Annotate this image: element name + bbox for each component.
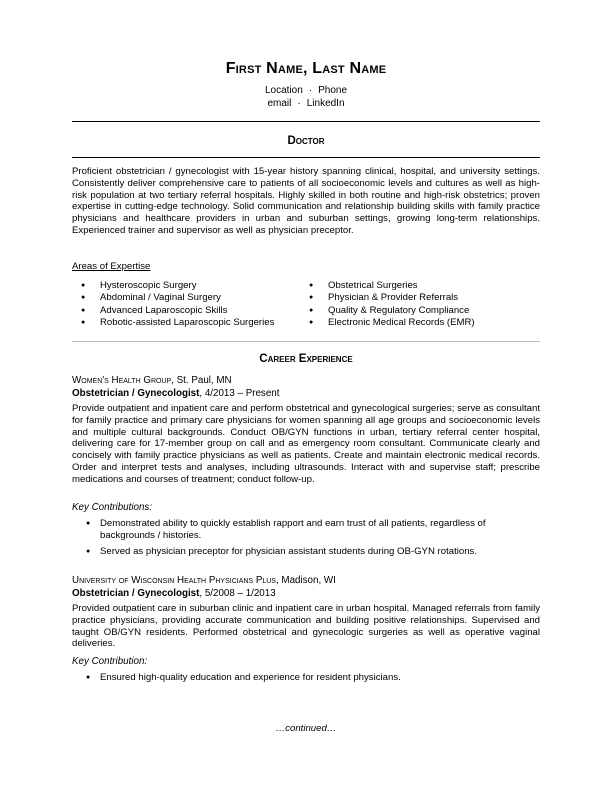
expertise-item: ● Electronic Medical Records (EMR) — [305, 317, 475, 329]
employer-name: University of Wisconsin Health Physicians Plus — [72, 575, 276, 586]
email-text: email — [267, 98, 292, 109]
linkedin-text: LinkedIn — [306, 98, 345, 109]
job-description: Provide outpatient and inpatient care and perform obstetrical and gynecological surgeries; serve as consultant for family practice and primary care physicians for women spanning all age groups and socioeconomic levels and multiple cultural backgrounds. Conduct OB/GYN functions in urban, tertiary referral center hospital, delivering care for 17-member group on call and as emergency room consultant. Communicate clearly and concisely with family practice physicians as well as patients. Create and maintain electronic medical records. Order and interpret tests and analyses, including ultrasounds. Interact with and supervise staff; prescribe medications and courses of treatment; conduct follow-up. — [72, 403, 540, 485]
job-title-line — [72, 588, 276, 599]
contact-line-2 — [0, 98, 612, 109]
areas-of-expertise-label: Areas of Expertise — [72, 261, 151, 272]
continued-note: …continued… — [275, 723, 337, 734]
contributions-list — [86, 518, 526, 561]
contribution-item: ● Served as physician preceptor for physician assistant students during OB-GYN rotations. — [86, 546, 526, 558]
employer-line — [72, 575, 336, 586]
expertise-item: ● Physician & Provider Referrals — [305, 292, 475, 304]
candidate-name: First Name, Last Name — [225, 60, 387, 77]
contact-line-1 — [0, 85, 612, 96]
expertise-item: ● Abdominal / Vaginal Surgery — [77, 292, 274, 304]
divider-under-title — [72, 157, 540, 158]
employer-line — [72, 375, 232, 386]
expertise-item: ● Robotic-assisted Laparoscopic Surgeries — [77, 317, 274, 329]
job-title-line — [72, 388, 279, 399]
key-contributions-label: Key Contributions: — [72, 502, 153, 513]
phone-text: Phone — [318, 85, 348, 96]
job-title: Obstetrician / Gynecologist — [72, 588, 200, 599]
location-text: Location — [264, 85, 303, 96]
job-description: Provided outpatient care in suburban clinic and inpatient care in urban hospital. Managed referrals from family practice physicians, providing accurate communication and building positive relationships. Supervised and taught OB/GYN residents. Performed obstetrical and gynecologic surgeries as well as operative vaginal deliveries. — [72, 603, 540, 650]
job-dates: , 4/2013 – Present — [199, 388, 280, 399]
expertise-item: ● Hysteroscopic Surgery — [77, 280, 274, 292]
summary-title: Doctor — [287, 135, 325, 147]
divider-top — [72, 121, 540, 122]
expertise-list-left — [77, 280, 274, 330]
experience-title: Career Experience — [259, 353, 353, 365]
job-dates: , 5/2008 – 1/2013 — [199, 588, 276, 599]
contribution-item: ● Demonstrated ability to quickly establish rapport and earn trust of all patients, regardless of backgrounds / histories. — [86, 518, 526, 542]
employer-name: Women's Health Group — [72, 375, 172, 386]
expertise-item: ● Quality & Regulatory Compliance — [305, 305, 475, 317]
expertise-list-right — [305, 280, 475, 330]
expertise-item: ● Advanced Laparoscopic Skills — [77, 305, 274, 317]
divider-expertise — [72, 341, 540, 342]
employer-location: , St. Paul, MN — [171, 375, 232, 386]
key-contributions-label: Key Contribution: — [72, 656, 148, 667]
employer-location: , Madison, WI — [275, 575, 336, 586]
expertise-item: ● Obstetrical Surgeries — [305, 280, 475, 292]
summary-paragraph: Proficient obstetrician / gynecologist with 15-year history spanning clinical, hospital, and university settings. Consistently deliver comprehensive care to patients of all socioeconomic levels and cultures as well as high-risk population at two tertiary referral hospitals. Highly skilled in both routine and high-risk obstetrics; proven expertise in cutting-edge technology. Solid communication and relationship building skills with family practice physicians and healthcare providers in urban and suburban settings, growing long-term relationships. Experienced trainer and supervisor as well as physician preceptor. — [72, 166, 540, 236]
job-title: Obstetrician / Gynecologist — [72, 388, 200, 399]
contribution-item: ● Ensured high-quality education and experience for resident physicians. — [86, 672, 526, 684]
separator-dot: · — [297, 98, 301, 109]
separator-dot: · — [308, 85, 313, 96]
contributions-list — [86, 672, 526, 688]
